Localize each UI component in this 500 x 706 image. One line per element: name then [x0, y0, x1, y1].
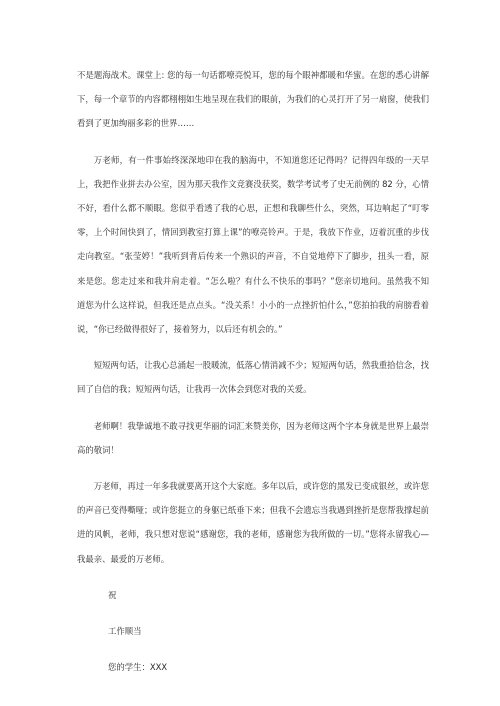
letter-body [77, 63, 429, 691]
paragraph-memory: 万老师，有一件事始终深深地印在我的脑海中，不知道您还记得吗？记得四年级的一天早上，我把作业拼去办公室，因为那天我作文竞赛没获奖，数学考试考了史无前例的 82 分，心情不好，看什么都不顺眼。您似乎看透了我的心思，正想和我聊些什么，突然，耳边响起了“叮零零，上个时间快到了，情回到教室打算上课”的嘹亮铃声。于是，我放下作业，迈着沉重的步伐走向教室。“张莹婷！”我听到背后传来一个熟识的声音，不自觉地停下了脚步，扭头一看，原来是您。您走过来和我并肩走着。“怎么啦？有什么不快乐的事吗？”您亲切地问。虽然我不知道您为什么这样说，但我还是点点头。“没关系！小小的一点挫折怕什么，”您拍拍我的肩膀看着说，“你已经做得很好了，接着努力，以后还有机会的。” [77, 154, 429, 335]
paragraph-classroom: 不是题海战术。课堂上: 您的每一句话都嘹亮悦耳，您的每个眼神都暖和华蜜。在您的悉心讲解下，每一个章节的内容都栩栩如生地呈现在我们的眼前，为我们的心灵打开了另一扇窗，使我们看到了更加绚丽多彩的世界…… [77, 70, 429, 129]
signature: 您的学生：XXX [108, 662, 168, 673]
paragraph-farewell: 万老师，再过一年多我就要离开这个大家庭。多年以后，或许您的黑发已变成银丝，或许您的声音已变得嘶哑；或许您挺立的身躯已纸垂下来；但我不会遗忘当我遇到挫折是您帮我撑起前进的风帆，老师，我只想对您说“感谢您，我的老师，感谢您为我所做的一切。”您将永留我心—我最亲、最爱的万老师。 [77, 481, 429, 564]
paragraph-encouragement: 短短两句话，让我心总涌起一股暖流，低落心情消减不少；短短两句话，然我重拾信念，找回了自信的我；短短两句话，让我再一次体会到您对我的关爱。 [77, 360, 429, 395]
closing-wish: 祝 [108, 589, 117, 600]
closing-blessing: 工作顺当 [108, 626, 142, 637]
paragraph-praise: 老师啊！我挚诚地不敢寻找更华丽的词汇来赞美你，因为老师这两个字本身就是世界上最崇高的敬词！ [77, 420, 429, 455]
